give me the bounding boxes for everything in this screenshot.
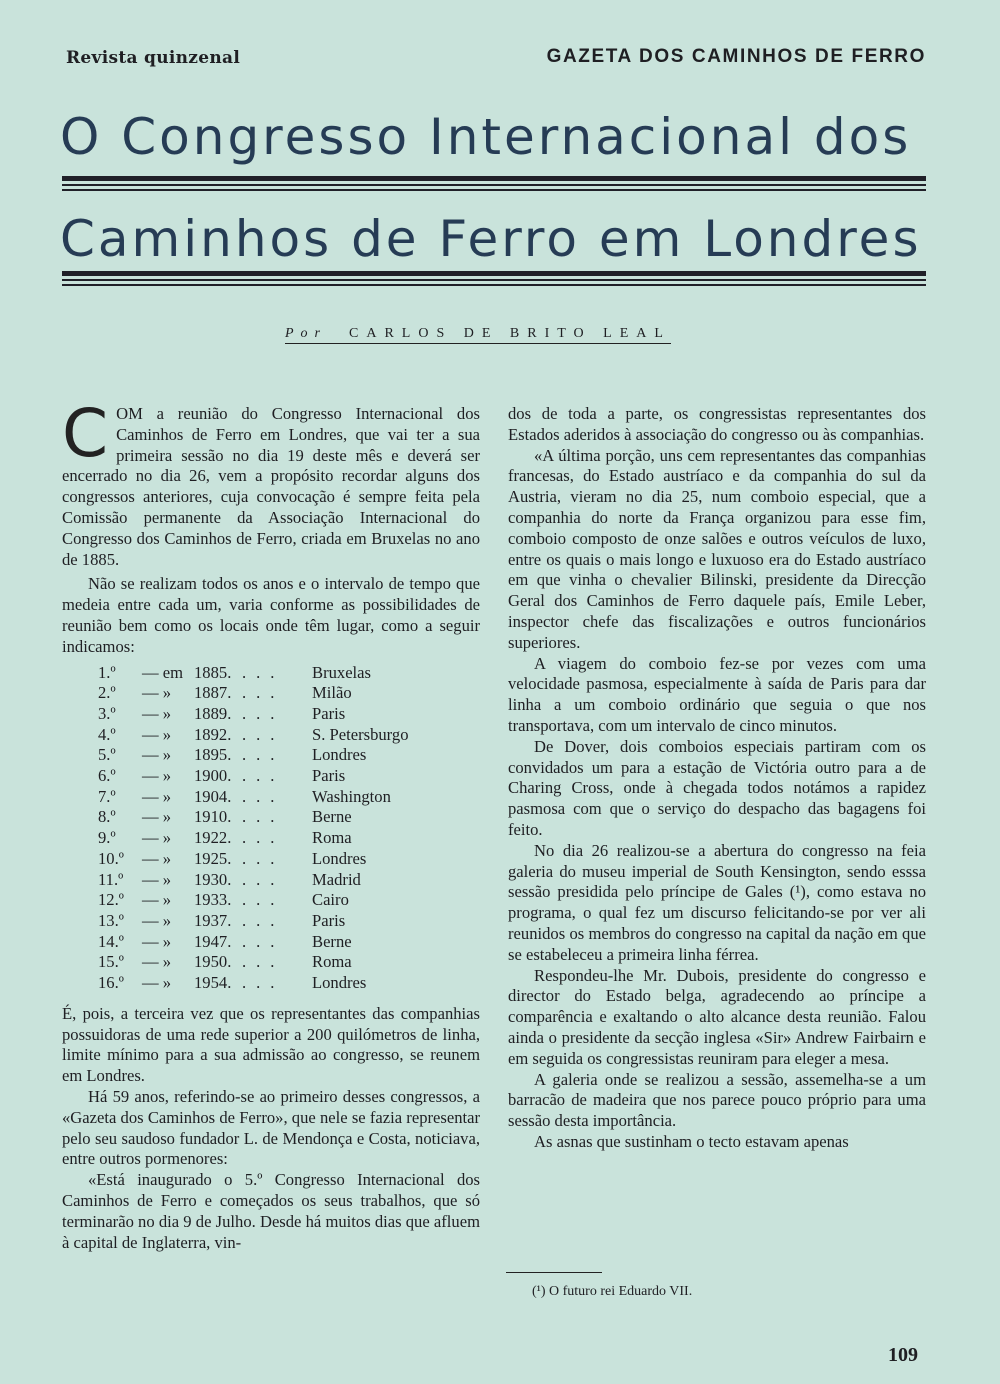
congress-dash: — » (142, 973, 172, 993)
byline-prefix: Por (285, 326, 327, 341)
left-column (62, 395, 480, 1253)
title-rule-thin (62, 284, 926, 286)
congress-city: Londres (312, 973, 367, 993)
congress-dots: ... (242, 890, 285, 910)
congress-number: 14.º (98, 931, 124, 951)
congress-number: 6.º (98, 766, 116, 786)
congress-dots: ... (242, 703, 285, 723)
congress-year: 1954. (194, 973, 232, 993)
title-rule-thin (62, 279, 926, 281)
congress-city: Bruxelas (312, 662, 371, 682)
paragraph: dos de toda a parte, os congressistas representantes dos Estados aderidos à associação do congresso ou às companhias. (508, 404, 926, 444)
byline (285, 326, 671, 344)
right-column (508, 404, 926, 1153)
congress-dash: — » (142, 931, 172, 951)
congress-number: 3.º (98, 703, 116, 723)
congress-city: Berne (312, 807, 352, 827)
paragraph: Não se realizam todos os anos e o intervalo de tempo que medeia entre cada um, varia conforme as possibilidades de reunião bem como os locais onde têm lugar, como a seguir indicamos: (62, 574, 480, 656)
congress-number: 2.º (98, 683, 116, 703)
paragraph: As asnas que sustinham o tecto estavam apenas (534, 1131, 849, 1151)
congress-dots: ... (242, 745, 285, 765)
congress-dash: — em (142, 662, 184, 682)
congress-number: 13.º (98, 911, 124, 930)
congress-year: 1889. (194, 703, 232, 723)
congress-year: 1892. (194, 724, 232, 744)
congress-row (98, 787, 409, 808)
congress-row (98, 725, 409, 746)
congress-city: Washington (312, 786, 391, 806)
congress-dots: ... (242, 931, 285, 951)
congress-row (98, 849, 409, 870)
congress-city: S. Petersburgo (312, 724, 409, 744)
congress-number: 15.º (98, 952, 124, 972)
congress-number: 12.º (98, 890, 124, 910)
congress-year: 1930. (194, 869, 232, 889)
congress-row (98, 807, 409, 828)
congress-dash: — » (142, 745, 172, 765)
congress-city: Roma (312, 952, 352, 972)
congress-dash: — » (142, 766, 172, 786)
congress-year: 1895. (194, 745, 232, 765)
congress-dash: — » (142, 890, 172, 910)
paragraph: COM a reunião do Congresso Internacional dos Caminhos de Ferro em Londres, que vai ter a sua primeira sessão no dia 19 deste mês e deverá ser encerrado no dia 26, vem a propósito recordar alguns dos congressos anteriores, cuja convocação é sempre feita pela Comissão permanente da Associação Internacional do Congresso dos Caminhos de Ferro, criada em Bruxelas no ano de 1885. (62, 395, 480, 569)
congress-year: 1885. (194, 662, 232, 682)
congress-row (98, 973, 409, 994)
byline-author: CARLOS DE BRITO LEAL (349, 326, 671, 341)
congress-number: 10.º (98, 848, 124, 868)
congress-year: 1910. (194, 807, 232, 827)
congress-city: Roma (312, 828, 352, 848)
congress-year: 1947. (194, 931, 232, 951)
congress-row (98, 911, 409, 932)
paragraph: É, pois, a terceira vez que os representantes das companhias possuidoras de uma rede superior a 200 quilómetros de linha, limite mínimo para a sua admissão ao congresso, se reunem em Londres. (62, 1003, 480, 1086)
congress-dash: — » (142, 952, 172, 972)
footnote-rule (506, 1272, 602, 1273)
running-header-left: Revista quinzenal (66, 48, 241, 68)
congress-year: 1925. (194, 848, 232, 868)
congress-dots: ... (242, 683, 285, 703)
article-title-line-2: Caminhos de Ferro em Londres (60, 210, 922, 268)
congress-year: 1887. (194, 683, 232, 703)
congress-row (98, 683, 409, 704)
congress-dash: — » (142, 911, 172, 930)
congress-number: 16.º (98, 973, 124, 993)
paragraph: A galeria onde se realizou a sessão, assemelha-se a um barracão de madeira que nos parece pouco próprio para uma sessão desta importância. (508, 1069, 926, 1131)
congress-row (98, 704, 409, 725)
congress-number: 4.º (98, 724, 116, 744)
congress-dots: ... (242, 911, 285, 930)
congress-dots: ... (242, 786, 285, 806)
congress-dots: ... (242, 766, 285, 786)
congress-city: Cairo (312, 890, 349, 910)
paragraph: Respondeu-lhe Mr. Dubois, presidente do congresso e director do Estado belga, agradecendo ao príncipe a comparência e exaltando o alto alcance desta reunião. Falou ainda o presidente da secção inglesa «Sir» Andrew Fairbairn e em seguida os congressistas reuniram para eleger a mesa. (508, 965, 926, 1068)
congress-row (98, 828, 409, 849)
congress-city: Londres (312, 848, 367, 868)
congress-year: 1904. (194, 786, 232, 806)
drop-cap: C (62, 395, 109, 472)
congress-year: 1937. (194, 911, 232, 930)
paragraph: No dia 26 realizou-se a abertura do congresso na feia galeria do museu imperial de South Kensington, sendo esssa sessão presidida pelo príncipe de Gales (¹), como estava no programa, o qual fez um discurso felicitando-se por ver ali reunidos os membros do congresso na capital da nação em que se estabeleceu a primeira linha férrea. (508, 840, 926, 964)
paragraph: «Está inaugurado o 5.º Congresso Internacional dos Caminhos de Ferro e começados os seus trabalhos, que só terminarão no dia 9 de Julho. Desde há muitos dias que afluem à capital de Inglaterra, vin- (62, 1170, 480, 1252)
congress-dash: — » (142, 683, 172, 703)
congress-number: 5.º (98, 745, 116, 765)
title-rule-thin (62, 184, 926, 186)
paragraph: A viagem do comboio fez-se por vezes com uma velocidade pasmosa, especialmente à saída de Paris para dar linha a um comboio ordinário que seguia o que nos transportava, com um intervalo de cinco minutos. (508, 653, 926, 735)
congress-dash: — » (142, 703, 172, 723)
congress-number: 11.º (98, 869, 124, 889)
congress-year: 1900. (194, 766, 232, 786)
congress-dash: — » (142, 869, 172, 889)
congress-city: Paris (312, 911, 346, 930)
congress-dots: ... (242, 828, 285, 848)
congress-row (98, 870, 409, 891)
article-title-line-1: O Congresso Internacional dos (60, 108, 912, 166)
congress-dots: ... (242, 662, 285, 682)
congress-row (98, 932, 409, 953)
congress-dots: ... (242, 848, 285, 868)
congress-dots: ... (242, 807, 285, 827)
congress-dots: ... (242, 973, 285, 993)
congress-year: 1922. (194, 828, 232, 848)
page-number: 109 (888, 1344, 918, 1366)
congress-city: Berne (312, 931, 352, 951)
title-rule-thin (62, 189, 926, 191)
congress-number: 8.º (98, 807, 116, 827)
paragraph: Há 59 anos, referindo-se ao primeiro desses congressos, a «Gazeta dos Caminhos de Ferro», que nele se fazia representar pelo seu saudoso fundador L. de Mendonça e Costa, noticiava, entre outros pormenores: (62, 1087, 480, 1169)
paragraph: «A última porção, uns cem representantes das companhias francesas, do Estado austríaco e da companhia do sul da Austria, vieram no dia 25, num comboio especial, que a companhia do norte da França organizou para esse fim, comboio composto de onze salões e outros veículos de luxo, entre os quais o mais longo e luxuoso era do Estado austríaco em que vinha o chevalier Bilinski, presidente da Direcção Geral dos Caminhos de Ferro daquele país, Emile Leber, inspector chefe das fiscalizações e outros funcionários superiores. (508, 445, 926, 652)
congress-dash: — » (142, 807, 172, 827)
congress-row (98, 663, 409, 684)
paragraph: De Dover, dois comboios especiais partiram com os convidados um para a estação de Victória outro para a de Charing Cross, onde à chegada todos notámos a rapidez pasmosa com que o serviço do despacho das bagagens foi feito. (508, 736, 926, 839)
congress-year: 1933. (194, 890, 232, 910)
congress-dash: — » (142, 828, 172, 848)
running-header-right: GAZETA DOS CAMINHOS DE FERRO (546, 46, 926, 67)
congress-row (98, 745, 409, 766)
congress-dots: ... (242, 952, 285, 972)
title-rule-thick (62, 271, 926, 276)
congress-city: Londres (312, 745, 367, 765)
footnote: (¹) O futuro rei Eduardo VII. (532, 1284, 693, 1299)
title-rule-thick (62, 176, 926, 181)
congress-dash: — » (142, 786, 172, 806)
congress-row (98, 952, 409, 973)
congress-number: 7.º (98, 786, 116, 806)
congress-row (98, 766, 409, 787)
congress-year: 1950. (194, 952, 232, 972)
congress-city: Milão (312, 683, 352, 703)
congress-number: 9.º (98, 828, 116, 848)
congress-dash: — » (142, 848, 172, 868)
congress-number: 1.º (98, 662, 116, 682)
congress-dots: ... (242, 724, 285, 744)
congress-city: Paris (312, 766, 346, 786)
congress-city: Paris (312, 703, 346, 723)
congress-dots: ... (242, 869, 285, 889)
congress-row (98, 890, 409, 911)
congress-dash: — » (142, 724, 172, 744)
congress-list (98, 663, 409, 994)
congress-city: Madrid (312, 869, 361, 889)
